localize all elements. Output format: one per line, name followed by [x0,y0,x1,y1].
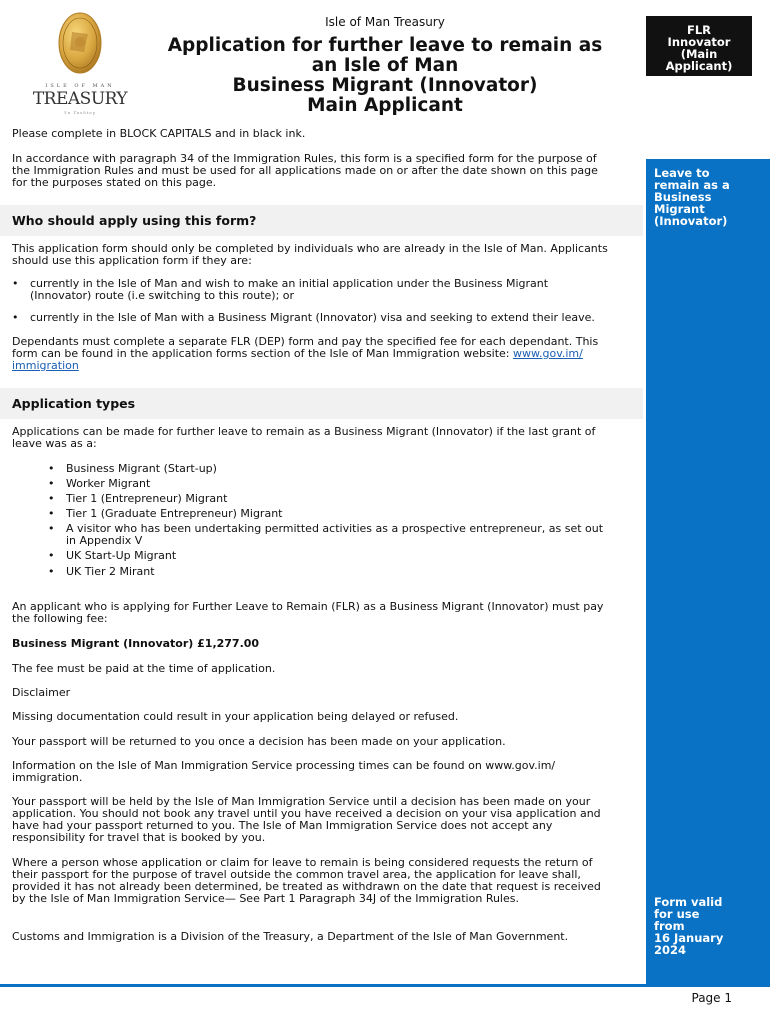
immigration-website-link[interactable]: www.gov.im/ [513,347,583,360]
text-line: A visitor who has been undertaking permitted activities as a prospective entrepreneur, as set out [66,522,604,535]
text-line: form can be found in the application forms section of the Isle of Man Immigration website: [12,347,514,360]
form-code-badge [646,16,752,76]
text-line: This application form should only be completed by individuals who are already in the Isle of Man. Applicants [12,242,608,255]
text-line: should use this application form if they are: [12,254,252,267]
badge-line: (Main [680,47,718,61]
bullet-icon: • [48,507,55,520]
text-line: Business Migrant (Start-up) [66,462,217,475]
text-line: in Appendix V [66,534,143,547]
text-line: UK Tier 2 Mirant [66,565,155,578]
disclaimer-heading: Disclaimer [12,686,71,699]
text-line: by the Isle of Man Immigration Service— See Part 1 Paragraph 34J of the Immigration Rules. [12,892,519,905]
logo-line-2: TREASURY [32,89,128,109]
dependants-note [12,336,637,372]
text-line: application. You should not book any travel until you have received a decision on your visa application and [12,807,601,820]
logo-line-1: ISLE OF MAN [45,83,115,89]
text-line: Information on the Isle of Man Immigration Service processing times can be found on www.gov.im/ [12,759,556,772]
side-line: Migrant [654,202,705,216]
immigration-website-link-cont[interactable]: immigration [12,359,79,372]
badge-line: Innovator [667,35,731,49]
passport-return-note: Your passport will be returned to you once a decision has been made on your application. [12,735,506,748]
bullet-icon: • [12,277,19,290]
text-line: the Immigration Rules and must be used for all applications made on or after the date shown on this page [12,164,598,177]
side-line: 16 January [654,931,724,945]
text-line: Tier 1 (Entrepreneur) Migrant [66,492,228,505]
footer-divider [0,984,770,987]
bullet-icon: • [48,565,55,578]
title-line: an Isle of Man [311,55,459,76]
title-line: Application for further leave to remain as [167,35,603,56]
badge-line: Applicant) [665,59,733,73]
text-line: Your passport will be held by the Isle of Man Immigration Service until a decision has been made on your [12,795,591,808]
text-line: In accordance with paragraph 34 of the Immigration Rules, this form is a specified form for the purpose of [12,152,597,165]
text-line: Tier 1 (Graduate Entrepreneur) Migrant [66,507,283,520]
fee-intro [12,601,637,625]
bullet-icon: • [48,549,55,562]
page-title [150,36,620,116]
text-line: responsibility for travel that is booked by you. [12,831,266,844]
side-panel-title [654,167,766,227]
title-line: Business Migrant (Innovator) [232,75,538,96]
side-line: for use [654,907,700,921]
text-line: currently in the Isle of Man and wish to make an initial application under the Business Migrant [30,277,549,290]
missing-docs-note: Missing documentation could result in your application being delayed or refused. [12,710,459,723]
bullet-icon: • [48,492,55,505]
text-line: Applications can be made for further leave to remain as a Business Migrant (Innovator) if the last grant of [12,425,596,438]
text-line: Where a person whose application or claim for leave to remain is being considered requests the return of [12,856,593,869]
text-line: leave was as a: [12,437,97,450]
side-line: 2024 [654,943,687,957]
text-line: immigration. [12,771,83,784]
text-line: for the purposes stated on this page. [12,176,217,189]
who-intro [12,243,637,267]
side-line: Business [654,190,712,204]
block-capitals-note: Please complete in BLOCK CAPITALS and in black ink. [12,127,306,140]
text-line: the following fee: [12,612,108,625]
fee-amount: Business Migrant (Innovator) £1,277.00 [12,637,260,650]
text-line: have had your passport returned to you. The Isle of Man Immigration Service does not accept any [12,819,553,832]
section-heading-who: Who should apply using this form? [0,205,643,236]
bullet-icon: • [48,462,55,475]
text-line: UK Start-Up Migrant [66,549,177,562]
side-line: Form valid [654,895,723,909]
bullet-icon: • [12,311,19,324]
paragraph-34-notice [12,153,637,189]
form-valid-date [654,896,766,956]
text-line: provided it has not already been determined, be treated as withdrawn on the date that request is received [12,880,601,893]
fee-payment-note: The fee must be paid at the time of application. [12,662,276,675]
side-line: remain as a [654,178,730,192]
text-line: (Innovator) route (i.e switching to this route); or [30,289,295,302]
bullet-icon: • [48,522,55,535]
section-heading-types: Application types [0,388,643,419]
text-line: currently in the Isle of Man with a Business Migrant (Innovator) visa and seeking to extend their leave. [30,311,595,324]
text-line: Dependants must complete a separate FLR (DEP) form and pay the specified fee for each dependant. This [12,335,599,348]
text-line: An applicant who is applying for Further Leave to Remain (FLR) as a Business Migrant (Innovator) must pay [12,600,604,613]
page-number: Page 1 [691,991,732,1005]
title-line: Main Applicant [307,95,463,116]
text-line: Worker Migrant [66,477,151,490]
side-line: from [654,919,685,933]
coin-emblem-icon [58,12,102,74]
logo-line-3: Yn Tashtey [63,110,97,115]
processing-times-note [12,760,637,784]
side-panel [646,159,770,985]
passport-held-note [12,796,637,844]
bullet-icon: • [48,477,55,490]
withdrawal-note [12,857,637,905]
customs-division-note: Customs and Immigration is a Division of the Treasury, a Department of the Isle of Man Government. [12,930,569,943]
badge-line: FLR [686,23,712,37]
treasury-logo [30,10,130,115]
text-line: their passport for the purpose of travel outside the common travel area, the application for leave shall, [12,868,581,881]
department-name: Isle of Man Treasury [325,15,445,29]
side-line: (Innovator) [654,214,728,228]
side-line: Leave to [654,166,710,180]
types-intro [12,426,637,450]
